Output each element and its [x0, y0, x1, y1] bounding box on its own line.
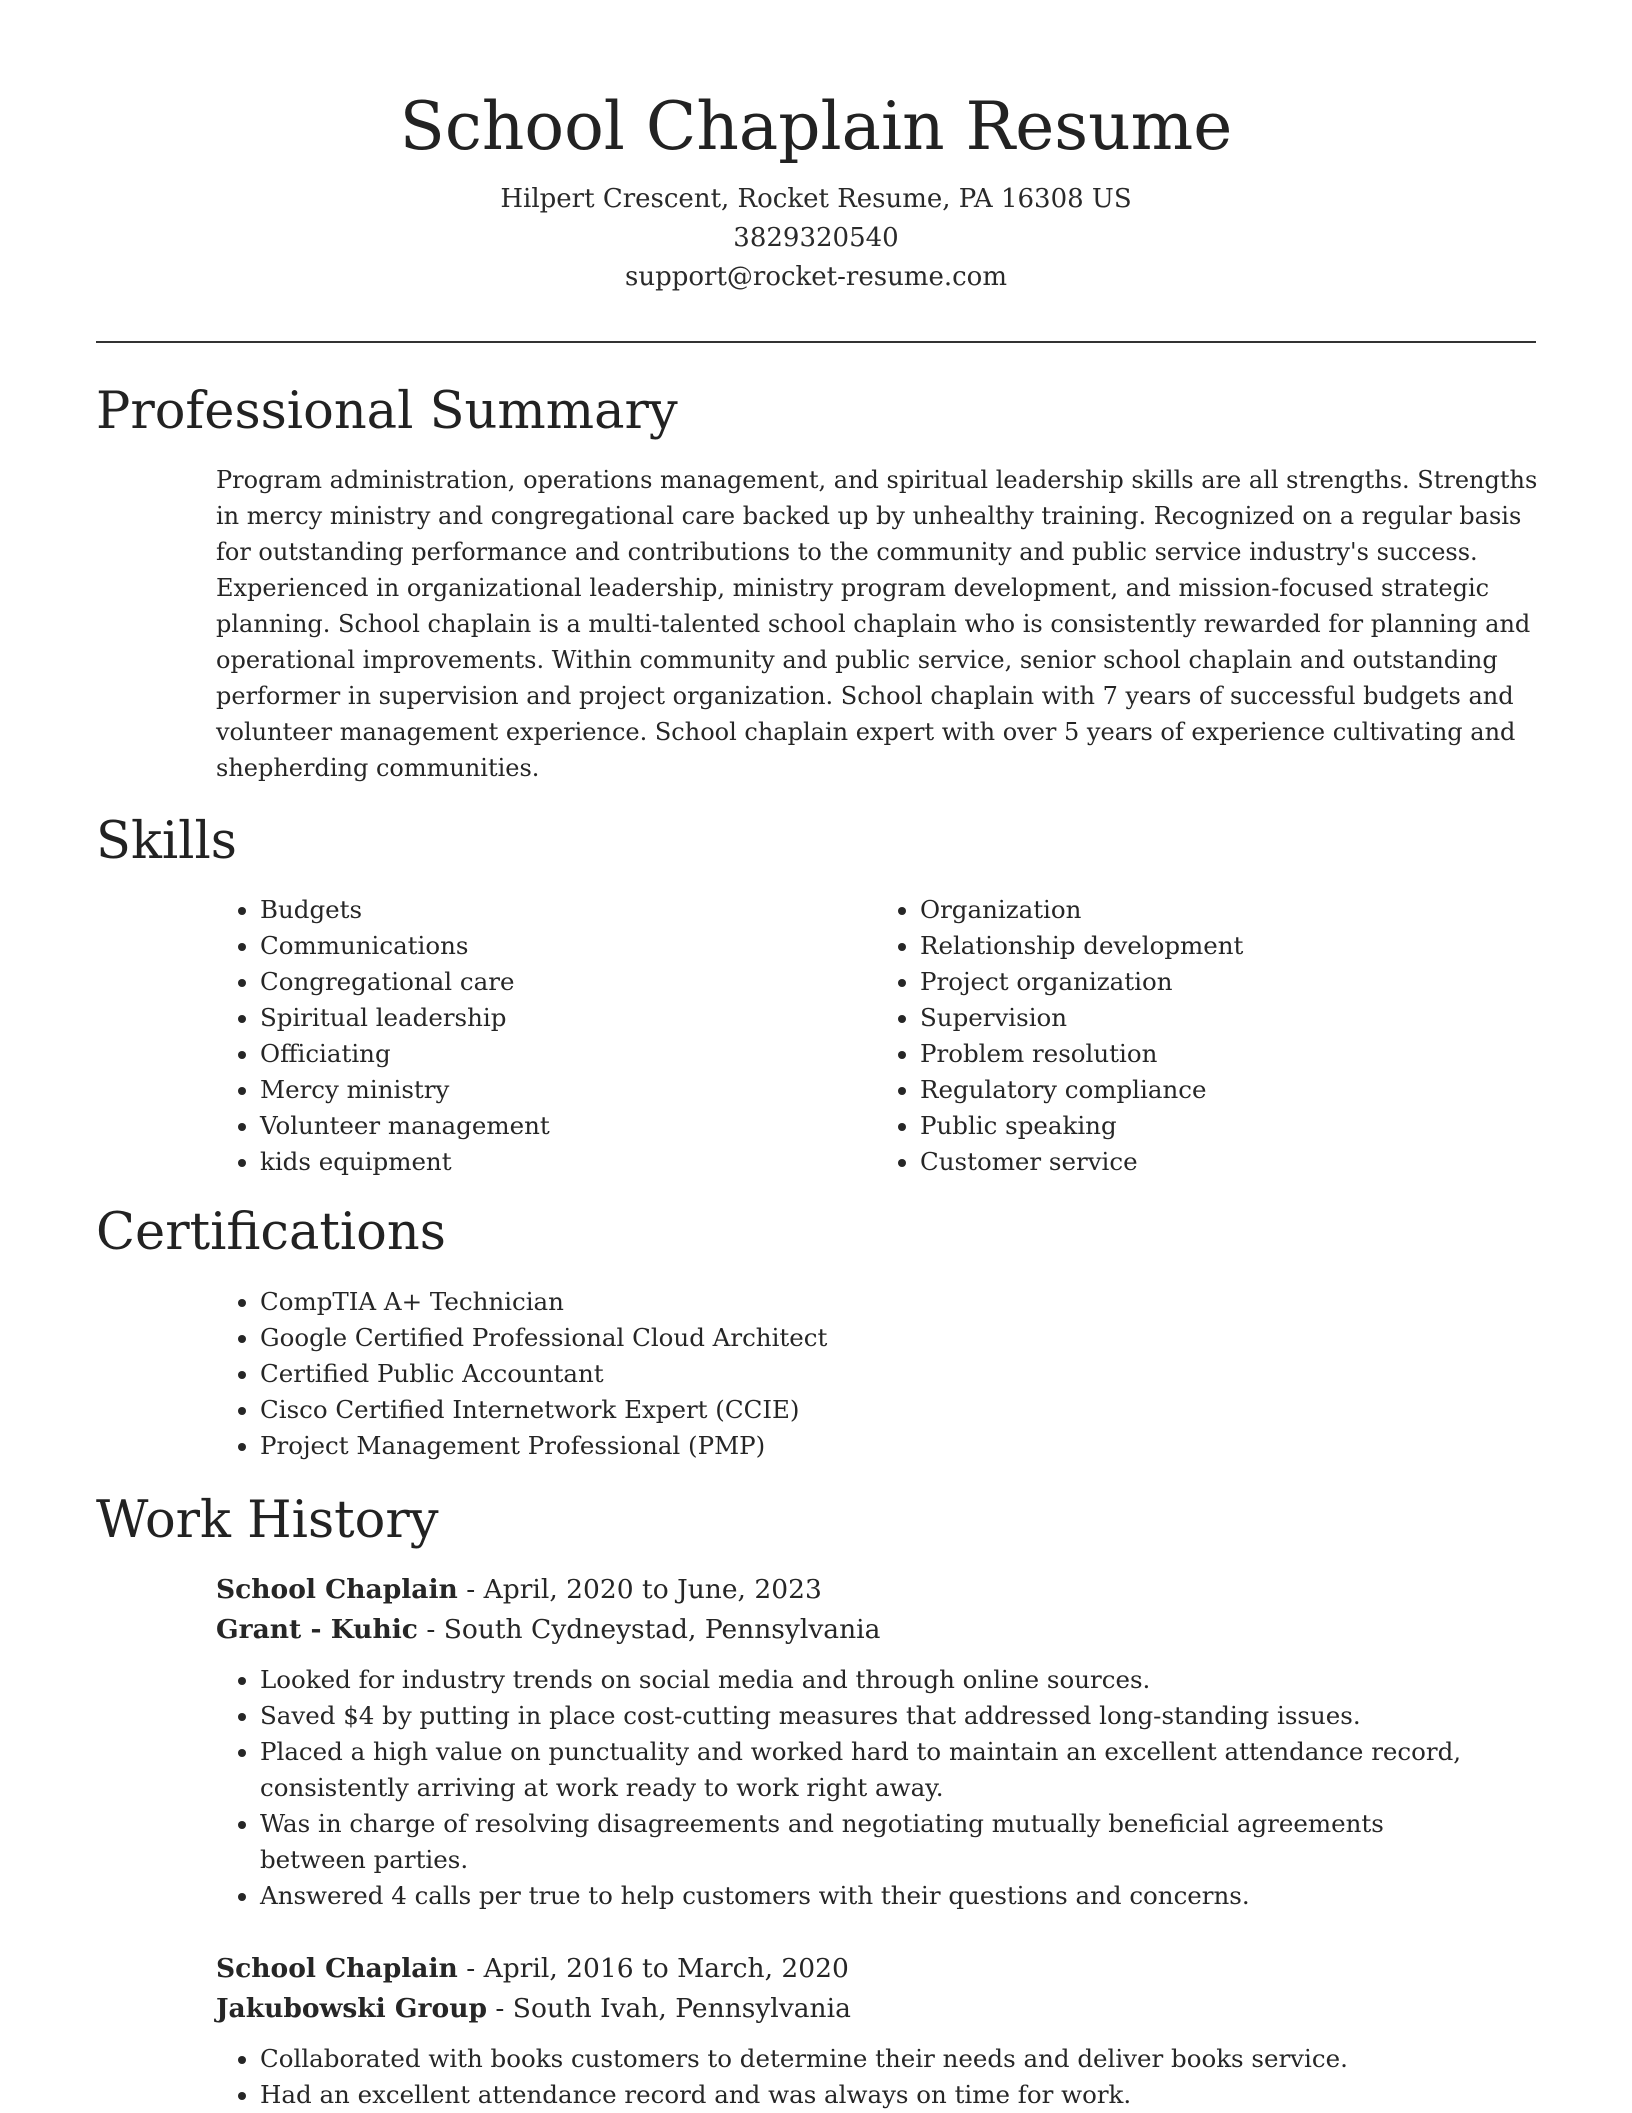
certifications-list — [216, 1284, 1536, 1464]
list-item: • Mercy ministry — [260, 1072, 876, 1108]
list-item: • Cisco Certified Internetwork Expert (CCIE) — [260, 1392, 1536, 1428]
skills-list-left — [216, 892, 876, 1180]
summary-heading: Professional Summary — [96, 382, 678, 441]
list-item: • Project Management Professional (PMP) — [260, 1428, 1536, 1464]
work-history-heading: Work History — [96, 1491, 439, 1550]
job-company-line — [216, 1989, 1536, 2029]
job-dates: - April, 2020 to June, 2023 — [457, 1574, 822, 1605]
job-entry — [216, 1570, 1536, 1914]
skills-heading: Skills — [96, 812, 237, 871]
list-item: • Looked for industry trends on social media and through online sources. — [260, 1662, 1536, 1698]
contact-address: Hilpert Crescent, Rocket Resume, PA 16308 US — [500, 184, 1132, 214]
certifications-block — [216, 1284, 1536, 1464]
list-item: • Budgets — [260, 892, 876, 928]
list-item: • kids equipment — [260, 1144, 876, 1180]
list-item: • Certified Public Accountant — [260, 1356, 1536, 1392]
job-title-line — [216, 1949, 1536, 1989]
list-item: • Had an excellent attendance record and was always on time for work. — [260, 2077, 1536, 2113]
job-company-line — [216, 1610, 1536, 1650]
list-item: • Officiating — [260, 1036, 876, 1072]
list-item: • Google Certified Professional Cloud Architect — [260, 1320, 1536, 1356]
list-item: • Spiritual leadership — [260, 1000, 876, 1036]
list-item: • Answered 4 calls per true to help customers with their questions and concerns. — [260, 1878, 1536, 1914]
skills-columns — [216, 892, 1536, 1180]
list-item: • Public speaking — [920, 1108, 1536, 1144]
resume-header — [0, 0, 1632, 297]
job-location: - South Ivah, Pennsylvania — [487, 1993, 851, 2024]
job-title-line — [216, 1570, 1536, 1610]
list-item: • CompTIA A+ Technician — [260, 1284, 1536, 1320]
list-item: • Project organization — [920, 964, 1536, 1000]
job-duties-list — [216, 1662, 1536, 1914]
list-item: • Congregational care — [260, 964, 876, 1000]
job-dates: - April, 2016 to March, 2020 — [457, 1953, 849, 1984]
contact-block — [0, 180, 1632, 297]
job-company: Grant - Kuhic — [216, 1614, 418, 1645]
job-company: Jakubowski Group — [216, 1993, 487, 2024]
summary-text: Program administration, operations management, and spiritual leadership skills are all strengths. Strengths in mercy ministry and congregational care backed up by unhealthy training. Recognized on a regular basis for outstanding performance and contributions to the community and public service industry's success. Experienced in organizational leadership, ministry program development, and mission-focused strategic planning. School chaplain is a multi-talented school chaplain who is consistently rewarded for planning and operational improvements. Within community and public service, senior school chaplain and outstanding performer in supervision and project organization. School chaplain with 7 years of successful budgets and volunteer management experience. School chaplain expert with over 5 years of experience cultivating and shepherding communities. — [216, 466, 1538, 782]
job-entry — [216, 1949, 1536, 2113]
list-item: • Problem resolution — [920, 1036, 1536, 1072]
contact-phone: 3829320540 — [733, 223, 899, 253]
job-role: School Chaplain — [216, 1953, 458, 1984]
job-location: - South Cydneystad, Pennsylvania — [417, 1614, 881, 1645]
list-item: • Supervision — [920, 1000, 1536, 1036]
list-item: • Was in charge of resolving disagreements and negotiating mutually beneficial agreements between parties. — [260, 1806, 1536, 1878]
job-role: School Chaplain — [216, 1574, 458, 1605]
list-item: • Customer service — [920, 1144, 1536, 1180]
skills-list-right — [876, 892, 1536, 1180]
list-item: • Regulatory compliance — [920, 1072, 1536, 1108]
list-item: • Placed a high value on punctuality and worked hard to maintain an excellent attendance record, consistently arriving at work ready to work right away. — [260, 1734, 1536, 1806]
list-item: • Volunteer management — [260, 1108, 876, 1144]
job-duties-list — [216, 2041, 1536, 2113]
list-item: • Communications — [260, 928, 876, 964]
certifications-heading: Certifications — [96, 1203, 446, 1262]
list-item: • Relationship development — [920, 928, 1536, 964]
list-item: • Saved $4 by putting in place cost-cutting measures that addressed long-standing issues. — [260, 1698, 1536, 1734]
contact-email: support@rocket-resume.com — [624, 262, 1007, 292]
list-item: • Collaborated with books customers to determine their needs and deliver books service. — [260, 2041, 1536, 2077]
resume-title: School Chaplain Resume — [399, 88, 1233, 165]
header-divider — [96, 341, 1536, 343]
list-item: • Organization — [920, 892, 1536, 928]
